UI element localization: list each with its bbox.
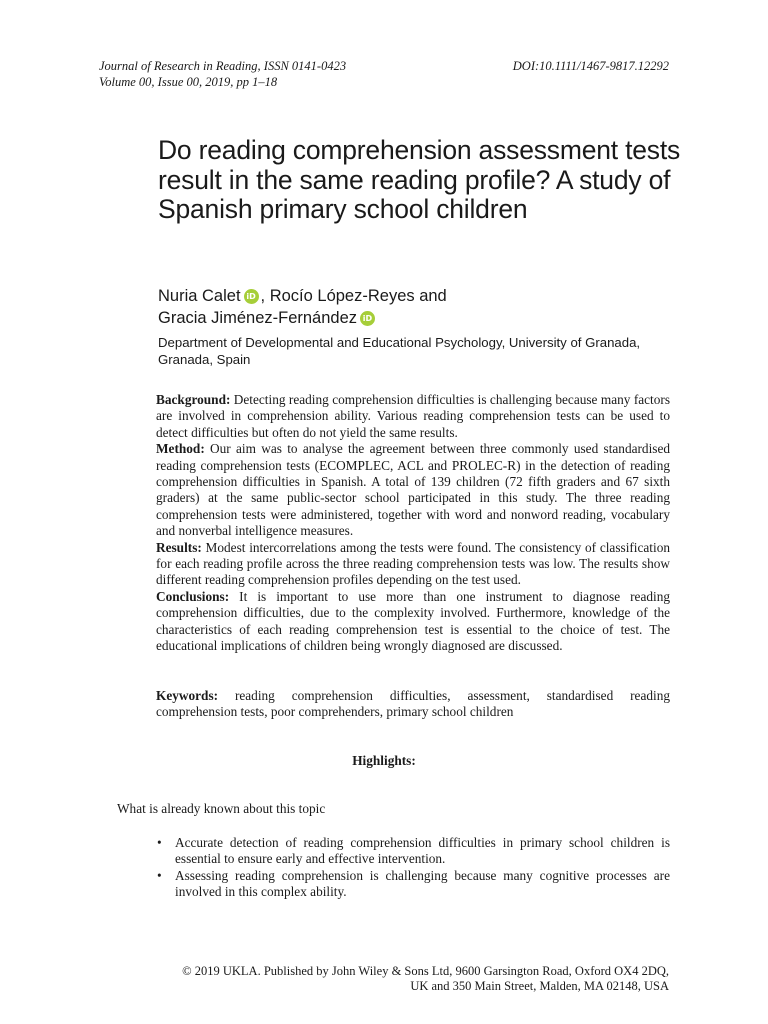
doi-link[interactable]: DOI:10.1111/1467-9817.12292 (512, 59, 669, 73)
copyright-line: © 2019 UKLA. Published by John Wiley & Sons Ltd, 9600 Garsington Road, Oxford OX4 2DQ, (182, 964, 669, 978)
section-text: Modest intercorrelations among the tests were found. The consistency of classification for each reading profile across the three reading comprehension tests was low. The results show different reading comprehension profiles depending on the test used. (156, 539, 670, 588)
known-topic-heading: What is already known about this topic (117, 801, 326, 816)
journal-volume-line: Volume 00, Issue 00, 2019, pp 1–18 (99, 75, 278, 89)
keywords-text: reading comprehension difficulties, assessment, standardised reading comprehension tests, poor comprehenders, primary school children (156, 688, 670, 720)
abstract (156, 392, 670, 655)
abstract-conclusions (156, 589, 670, 655)
list-item-text: Assessing reading comprehension is challenging because many cognitive processes are involved in this complex ability. (175, 867, 670, 900)
section-label: Method: (156, 441, 205, 457)
bullet-icon: • (157, 835, 162, 850)
bullet-icon: • (157, 867, 162, 883)
highlights-heading: Highlights: (352, 753, 416, 768)
abstract-background (156, 392, 670, 441)
abstract-results (156, 540, 670, 589)
orcid-icon[interactable]: iD (360, 311, 375, 326)
keywords-label: Keywords: (156, 688, 219, 703)
section-label: Background: (156, 392, 231, 407)
section-text: Detecting reading comprehension difficulties is challenging because many factors are involved in comprehension ability. Various reading comprehension tests can be used to detect difficulties but often do not yield the same results. (156, 392, 670, 440)
affiliation: Department of Developmental and Educational Psychology, University of Granada, Granada, Spain (158, 335, 641, 367)
keywords (156, 688, 670, 721)
highlights-list (156, 835, 670, 901)
author-name[interactable]: , Rocío López-Reyes and (260, 287, 447, 305)
section-label: Conclusions: (156, 588, 230, 604)
section-text: Our aim was to analyse the agreement between three commonly used standardised reading comprehension tests (ECOMPLEC, ACL and PROLEC-R) in the detection of reading comprehension difficulties in Spanish. A total of 139 children (72 fifth graders and 67 sixth graders) at the same public-sector school participated in this study. The three reading comprehension tests were administered, together with word and nonword reading, vocabulary and nonverbal intelligence measures. (156, 441, 670, 539)
section-text: It is important to use more than one instrument to diagnose reading comprehension difficulties, due to the complexity involved. Furthermore, knowledge of the characteristics of each reading comprehension test is essential to the choice of test. The educational implications of children being wrongly diagnosed are discussed. (156, 588, 670, 654)
copyright-line: UK and 350 Main Street, Malden, MA 02148, USA (410, 979, 669, 993)
journal-citation (99, 58, 346, 90)
list-item (156, 868, 670, 901)
author-name[interactable]: Gracia Jiménez-Fernández (158, 308, 357, 327)
abstract-method (156, 441, 670, 539)
author-name[interactable]: Nuria Calet (158, 287, 241, 305)
list-item (156, 835, 670, 868)
list-item-text: Accurate detection of reading comprehension difficulties in primary school children is essential to ensure early and effective intervention. (175, 835, 670, 867)
orcid-icon[interactable]: iD (244, 289, 259, 304)
article-title: Do reading comprehension assessment tests result in the same reading profile? A study of Spanish primary school children (158, 135, 681, 224)
copyright-footer (182, 964, 669, 994)
section-label: Results: (156, 539, 202, 555)
author-list (158, 286, 447, 329)
journal-name-line: Journal of Research in Reading, ISSN 0141-0423 (99, 59, 347, 73)
